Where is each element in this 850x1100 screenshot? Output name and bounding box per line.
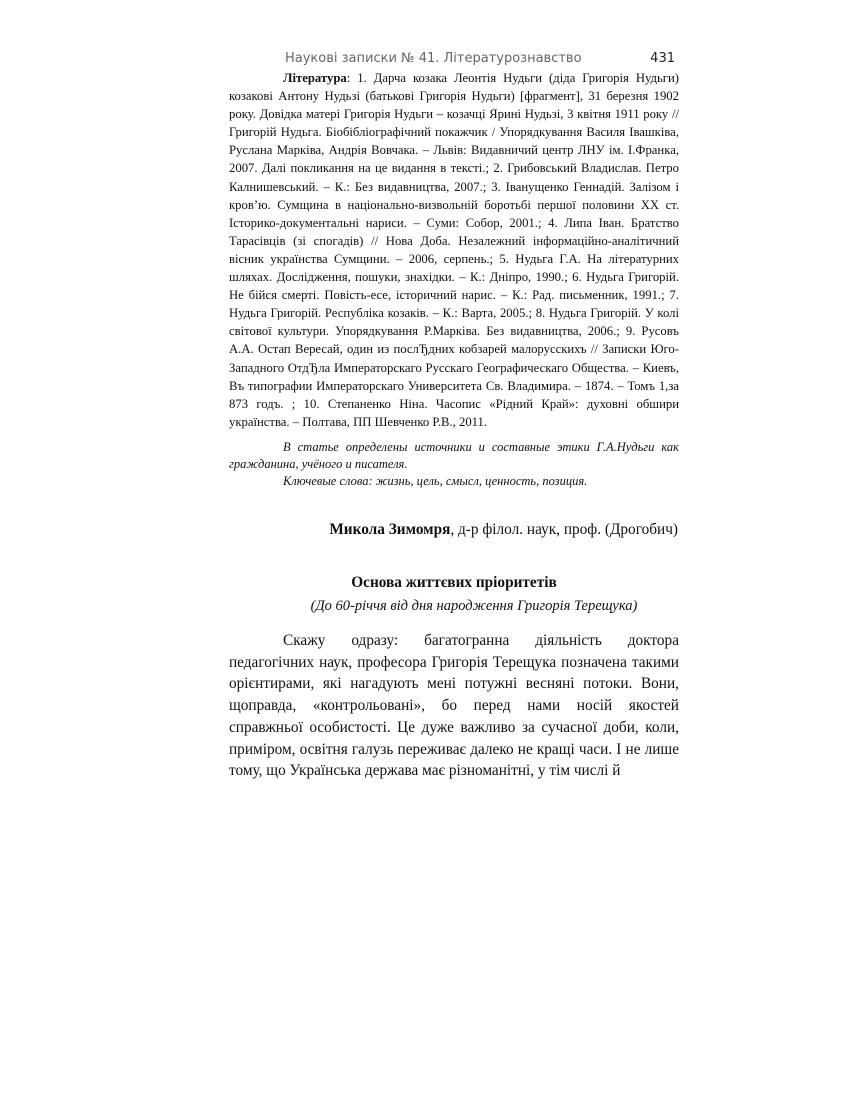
abstract-section — [229, 439, 679, 490]
article-subtitle: (До 60-річчя від дня народження Григорія Терещука) — [310, 598, 638, 614]
journal-title: Наукові записки № 41. Літературознавство — [285, 51, 582, 66]
article-body — [229, 630, 679, 782]
body-paragraph: Скажу одразу: багатогранна діяльність доктора педагогічних наук, професора Григорія Терещука позначена такими орієнтирами, які нагадують мені потужні весняні потоки. Вони, щоправда, «контрольовані», бо перед нами носій якостей справжньої особистості. Це дуже важливо за сучасної доби, коли, приміром, освітня галузь переживає далеко не кращі часи. І не лише тому, що Українська держава має різноманітні, у тім числі й — [229, 632, 679, 780]
references-section — [229, 69, 679, 431]
author-name: Микола Зимомря — [329, 521, 451, 538]
abstract-summary: В статье определены источники и составные этики Г.А.Нудьги как гражданина, учёного и писателя. — [229, 440, 679, 471]
abstract-keywords: Ключевые слова: жизнь, цель, смысл, ценность, позиция. — [283, 474, 588, 488]
author-line — [329, 521, 678, 539]
references-text: : 1. Дарча козака Леонтія Нудьги (діда Григорія Нудьги) козакові Антону Нудьзі (батькові Григорія Нудьги) [фрагмент], 31 березня 1902 року. Довідка матері Григорія Нудьги – козачці Ярині Нудьзі, 3 квітня 1911 року // Григорій Нудьга. Біобібліографічний покажчик / Упорядкування Василя Івашківа, Руслана Марківа, Андрія Вовчака. – Львів: Видавничий центр ЛНУ ім. І.Франка, 2007. Далі покликання на це видання в тексті.; 2. Грибовський Владислав. Петро Калнишевський. – К.: Без видавництва, 2007.; 3. Іванущенко Геннадій. Залізом і кров’ю. Сумщина в національно-визвольній боротьбі першої половини ХХ ст. Історико-документальні нариси. – Суми: Собор, 2001.; 4. Липа Іван. Братство Тарасівців (зі спогадів) // Нова Доба. Незалежний інформаційно-аналітичний вісник українства Сумщини. – 2006, серпень.; 5. Нудьга Г.А. На літературних шляхах. Дослідження, пошуки, знахідки. – К.: Дніпро, 1990.; 6. Нудьга Григорій. Не бійся смерті. Повість-есе, історичний нарис. – К.: Рад. письменник, 1991.; 7. Нудьга Григорій. Республіка козаків. – К.: Варта, 2005.; 8. Нудьга Григорій. У колі світової культури. Упорядкування Р.Марківа. Без видавництва, 2006.; 9. Русовъ А.А. Остап Вересай, один из послЂдних кобзарей малорусскихъ // Записки Юго-Западного ОтдЂла Императорскаго Русскаго Географическаго Общества. – Киевъ, Въ типографии Императорскаго Университета Св. Владимира. – 1874. – Томъ 1,за 873 годъ. ; 10. Степаненко Ніна. Часопис «Рідний Край»: духовні обшири українства. – Полтава, ПП Шевченко Р.В., 2011. — [229, 71, 679, 429]
references-heading: Література — [283, 71, 347, 85]
article-title: Основа життєвих пріоритетів — [351, 574, 557, 591]
references-paragraph — [229, 69, 679, 431]
page-number: 431 — [650, 51, 675, 66]
author-credentials: , д-р філол. наук, проф. (Дрогобич) — [450, 521, 678, 538]
running-header — [229, 51, 679, 71]
